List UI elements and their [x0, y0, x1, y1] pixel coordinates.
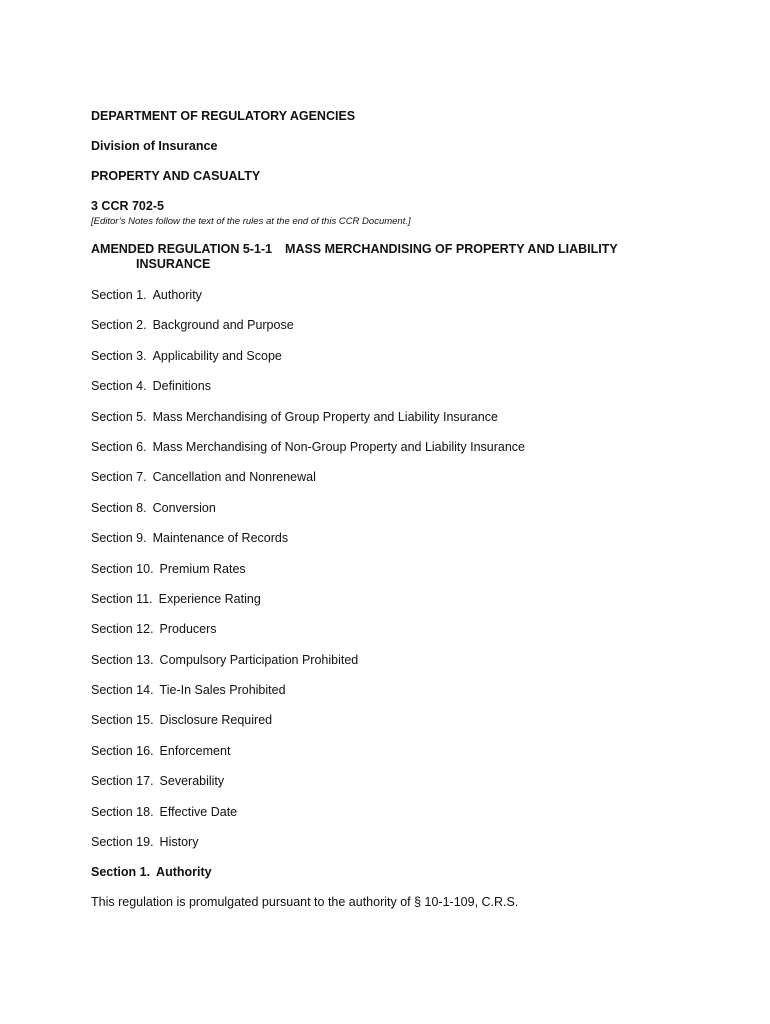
toc-item-title: Mass Merchandising of Non-Group Property and Liability Insurance [152, 439, 525, 454]
toc-item [91, 317, 691, 333]
toc-item-title: Background and Purpose [152, 318, 294, 333]
toc-item [91, 287, 691, 303]
toc-item-title: Mass Merchandising of Group Property and Liability Insurance [152, 409, 498, 424]
toc-item-title: Severability [159, 774, 225, 789]
division-heading: Division of Insurance [91, 139, 218, 153]
toc-item-number: Section 17. [91, 774, 154, 789]
toc-item-title: Tie-In Sales Prohibited [159, 683, 286, 698]
toc-item [91, 591, 691, 607]
toc-item [91, 834, 691, 850]
toc-item-number: Section 10. [91, 561, 154, 576]
section-1-number: Section 1. [91, 865, 151, 880]
toc-item-number: Section 15. [91, 713, 154, 728]
toc-item [91, 712, 691, 728]
toc-item-number: Section 18. [91, 804, 154, 819]
toc-item-number: Section 13. [91, 652, 154, 667]
table-of-contents [91, 287, 691, 850]
toc-item-number: Section 16. [91, 743, 154, 758]
toc-item-number: Section 5. [91, 409, 147, 424]
toc-item [91, 500, 691, 516]
toc-item [91, 530, 691, 546]
toc-item [91, 378, 691, 394]
document-page [91, 108, 691, 910]
toc-item [91, 561, 691, 577]
toc-item [91, 439, 691, 455]
toc-item [91, 621, 691, 637]
regulation-label: AMENDED REGULATION 5-1-1 [91, 242, 273, 256]
toc-item-number: Section 19. [91, 835, 154, 850]
ccr-number: 3 CCR 702-5 [91, 199, 164, 213]
toc-item-number: Section 11. [91, 591, 153, 606]
toc-item-number: Section 4. [91, 379, 147, 394]
toc-item-number: Section 14. [91, 683, 154, 698]
section-1-heading [91, 864, 691, 880]
toc-item-number: Section 1. [91, 288, 147, 302]
toc-item [91, 804, 691, 820]
toc-item-title: Effective Date [159, 804, 238, 819]
category-heading: PROPERTY AND CASUALTY [91, 169, 261, 183]
toc-item-number: Section 7. [91, 470, 147, 485]
toc-item-title: Cancellation and Nonrenewal [152, 470, 316, 485]
toc-item-number: Section 3. [91, 348, 147, 363]
department-heading: DEPARTMENT OF REGULATORY AGENCIES [91, 109, 356, 123]
toc-item-title: Experience Rating [158, 591, 261, 606]
toc-item [91, 652, 691, 668]
toc-item-title: History [159, 835, 199, 850]
toc-item [91, 773, 691, 789]
editor-note: [Editor’s Notes follow the text of the rules at the end of this CCR Document.] [91, 216, 411, 227]
toc-item [91, 348, 691, 364]
toc-item-title: Disclosure Required [159, 713, 273, 728]
toc-item-title: Authority [152, 288, 202, 302]
toc-item-number: Section 2. [91, 318, 147, 333]
toc-item-number: Section 6. [91, 439, 147, 454]
toc-item [91, 469, 691, 485]
section-1-body: This regulation is promulgated pursuant to the authority of § 10-1-109, C.R.S. [91, 895, 519, 910]
toc-item-title: Premium Rates [159, 561, 246, 576]
toc-item-title: Applicability and Scope [152, 348, 282, 363]
toc-item [91, 682, 691, 698]
toc-item-title: Enforcement [159, 743, 231, 758]
toc-item-number: Section 8. [91, 500, 147, 515]
toc-item-title: Conversion [152, 500, 216, 515]
toc-item-title: Compulsory Participation Prohibited [159, 652, 359, 667]
toc-item-title: Definitions [152, 379, 211, 394]
regulation-title-line2: INSURANCE [136, 257, 211, 271]
toc-item-number: Section 9. [91, 531, 147, 546]
toc-item-title: Maintenance of Records [152, 531, 289, 546]
regulation-title [91, 242, 691, 272]
toc-item-number: Section 12. [91, 622, 154, 637]
toc-item [91, 743, 691, 759]
regulation-title-line1: MASS MERCHANDISING OF PROPERTY AND LIABILITY [285, 242, 618, 256]
toc-item-title: Producers [159, 622, 217, 637]
section-1-title: Authority [156, 865, 212, 880]
toc-item [91, 409, 691, 425]
